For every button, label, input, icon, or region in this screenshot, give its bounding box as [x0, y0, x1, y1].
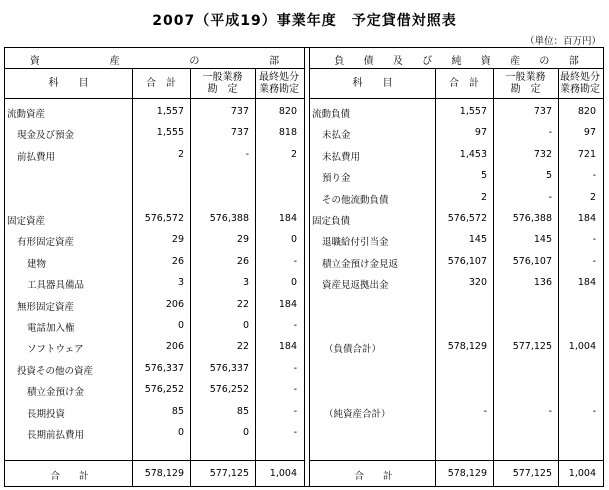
row-value-final: 820: [278, 106, 297, 117]
row-value-total: 5: [480, 170, 487, 182]
table-row: [310, 315, 603, 336]
row-value-general: 5: [545, 170, 552, 182]
row-value-final: -: [293, 362, 297, 374]
row-value-total: 1,453: [459, 148, 487, 160]
table-row: [310, 144, 603, 165]
row-value-total: 29: [171, 234, 184, 246]
table-row: [5, 401, 304, 422]
section-header-char: 産: [510, 56, 521, 67]
row-value-general: 0: [242, 427, 249, 438]
total-value-total: 578,129: [144, 468, 184, 479]
row-value-total: 206: [165, 341, 184, 353]
unit-label: （単位：百万円）: [524, 36, 601, 47]
row-value-general: 732: [533, 148, 552, 160]
liabilities-net-assets-section: [309, 48, 603, 486]
table-row: [5, 187, 304, 208]
row-label: 退職給付引当金: [322, 237, 389, 249]
table-row: [5, 379, 304, 400]
table-row: [5, 358, 304, 379]
row-value-total: 576,337: [144, 362, 184, 374]
table-row: [5, 294, 304, 315]
left-total-row: [5, 460, 304, 486]
row-label: （負債合計）: [324, 344, 382, 356]
row-value-general: 145: [533, 234, 552, 246]
row-value-final: -: [592, 405, 596, 417]
row-value-total: 2: [480, 191, 487, 203]
row-value-total: 97: [474, 127, 487, 139]
row-value-total: 2: [177, 148, 184, 160]
row-value-final: 818: [278, 127, 297, 139]
table-row: [5, 208, 304, 229]
section-header-char: 部: [568, 56, 579, 67]
row-value-general: 22: [236, 298, 249, 310]
table-row: [5, 251, 304, 272]
row-value-final: 0: [290, 234, 297, 246]
assets-section: [5, 48, 305, 486]
table-row: [310, 358, 603, 379]
table-row: [310, 122, 603, 143]
total-value-general: 577,125: [209, 468, 249, 479]
row-value-final: 721: [577, 148, 596, 160]
column-header-item: 科 目: [48, 77, 89, 89]
row-value-general: 577,125: [512, 341, 552, 353]
row-label: 無形固定資産: [17, 301, 75, 313]
column-header-final: 最終処分 業務勘定: [259, 71, 299, 95]
row-value-final: 184: [278, 213, 297, 224]
row-value-final: -: [592, 170, 596, 182]
table-row: [5, 101, 304, 122]
table-row: [5, 122, 304, 143]
row-value-general: -: [548, 191, 552, 203]
right-section-header: [310, 48, 603, 69]
row-label: 積立金預け金見返: [322, 258, 399, 270]
section-header-char: 負: [334, 56, 345, 67]
total-label: 合 計: [50, 471, 89, 482]
row-label: 現金及び預金: [17, 130, 75, 142]
row-value-final: 184: [577, 277, 596, 289]
row-value-final: 820: [577, 106, 596, 117]
table-row: [310, 294, 603, 315]
section-header-char: 純: [451, 56, 462, 67]
column-header-total: 合 計: [146, 77, 176, 89]
total-value-total: 578,129: [447, 468, 487, 479]
row-value-final: 184: [278, 298, 297, 310]
row-label: 預り金: [322, 173, 351, 185]
row-value-total: 206: [165, 298, 184, 310]
row-value-total: 320: [468, 277, 487, 289]
right-total-row: [310, 460, 603, 486]
row-value-general: 576,337: [209, 362, 249, 374]
row-value-final: -: [293, 405, 297, 417]
row-label: 長期投資: [27, 408, 66, 420]
row-value-total: 576,572: [447, 213, 487, 224]
total-label: 合 計: [354, 471, 393, 482]
row-label: 工具器具備品: [27, 280, 85, 292]
table-row: [310, 251, 603, 272]
row-value-general: 737: [230, 127, 249, 139]
table-row: [5, 336, 304, 357]
row-value-general: 22: [236, 341, 249, 353]
table-row: [310, 336, 603, 357]
column-header-item: 科 目: [352, 77, 393, 89]
left-table-body: [5, 99, 304, 464]
left-section-header: [5, 48, 304, 69]
row-value-total: 1,557: [459, 106, 487, 117]
row-value-total: 26: [171, 255, 184, 267]
table-row: [5, 315, 304, 336]
table-row: [310, 208, 603, 229]
row-value-final: 1,004: [568, 341, 596, 353]
row-value-general: 737: [230, 106, 249, 117]
table-row: [5, 229, 304, 250]
row-label: 長期前払費用: [27, 430, 85, 441]
row-value-final: -: [293, 255, 297, 267]
total-value-final: 1,004: [269, 468, 297, 479]
table-row: [5, 422, 304, 443]
row-value-general: -: [548, 405, 552, 417]
table-row: [310, 272, 603, 293]
row-value-final: 0: [290, 277, 297, 289]
row-value-general: 576,388: [209, 213, 249, 224]
row-label: 投資その他の資産: [17, 365, 94, 377]
row-label: 積立金預け金: [27, 387, 85, 399]
row-label: 固定資産: [7, 216, 46, 227]
row-value-total: 85: [171, 405, 184, 417]
row-value-general: 737: [533, 106, 552, 117]
balance-sheet-table: [4, 47, 604, 487]
row-value-final: -: [293, 427, 297, 438]
row-label: 固定負債: [312, 216, 351, 227]
table-row: [310, 422, 603, 443]
row-label: 流動資産: [7, 109, 46, 120]
table-row: [310, 165, 603, 186]
row-value-general: 29: [236, 234, 249, 246]
column-header-total: 合 計: [449, 77, 479, 89]
table-row: [310, 229, 603, 250]
right-column-header: [310, 69, 603, 99]
row-value-total: 3: [177, 277, 184, 289]
section-header-char: 資: [480, 56, 491, 67]
row-value-general: 0: [242, 320, 249, 331]
row-label: 流動負債: [312, 109, 351, 120]
row-label: 有形固定資産: [17, 237, 75, 249]
row-label: 電話加入権: [27, 323, 75, 334]
row-value-total: 1,557: [156, 106, 184, 117]
total-value-general: 577,125: [512, 468, 552, 479]
row-value-final: 2: [589, 191, 596, 203]
row-value-total: 576,572: [144, 213, 184, 224]
table-row: [5, 165, 304, 186]
row-value-final: 184: [278, 341, 297, 353]
row-value-final: -: [293, 320, 297, 331]
row-label: ソフトウェア: [27, 344, 84, 356]
table-row: [310, 379, 603, 400]
section-header-char: 資: [29, 56, 40, 67]
column-header-general: 一般業務 勘 定: [202, 71, 243, 95]
row-value-total: 576,252: [144, 384, 184, 396]
row-value-total: 0: [177, 427, 184, 438]
document-title: 2007（平成19）事業年度 予定貸借対照表: [152, 13, 457, 29]
section-header-char: 債: [363, 56, 374, 67]
row-value-final: 184: [577, 213, 596, 224]
row-value-total: 576,107: [447, 255, 487, 267]
row-value-final: 97: [583, 127, 596, 139]
row-value-total: 1,555: [156, 127, 184, 139]
row-value-final: -: [592, 234, 596, 246]
table-row: [310, 401, 603, 422]
column-header-general: 一般業務 勘 定: [505, 71, 546, 95]
row-label: 未払金: [322, 130, 351, 142]
section-header-char: の: [189, 56, 200, 67]
row-label: 建物: [27, 258, 47, 270]
table-row: [5, 272, 304, 293]
section-header-char: び: [422, 56, 433, 67]
row-label: 資産見返拠出金: [322, 280, 389, 292]
row-value-general: -: [548, 127, 552, 139]
section-header-char: 産: [109, 56, 120, 67]
row-value-final: -: [592, 255, 596, 267]
row-value-general: 3: [242, 277, 249, 289]
left-column-header: [5, 69, 304, 99]
section-header-char: 部: [269, 56, 280, 67]
row-value-general: 26: [236, 255, 249, 267]
total-value-final: 1,004: [568, 468, 596, 479]
table-row: [310, 101, 603, 122]
row-label: 未払費用: [322, 151, 361, 163]
row-value-final: -: [293, 384, 297, 396]
row-label: その他流動負債: [322, 194, 389, 206]
row-value-final: 2: [290, 148, 297, 160]
row-value-general: 576,252: [209, 384, 249, 396]
row-label: （純資産合計）: [324, 408, 391, 420]
row-value-total: 0: [177, 320, 184, 331]
row-value-general: -: [245, 148, 249, 160]
row-value-general: 136: [533, 277, 552, 289]
row-value-general: 85: [236, 405, 249, 417]
section-header-char: の: [539, 56, 550, 67]
table-row: [5, 144, 304, 165]
column-header-final: 最終処分 業務勘定: [560, 71, 600, 95]
section-header-char: 及: [392, 56, 403, 67]
right-table-body: [310, 99, 603, 464]
row-value-total: 145: [468, 234, 487, 246]
row-value-total: -: [483, 405, 487, 417]
row-label: 前払費用: [17, 151, 56, 163]
row-value-general: 576,107: [512, 255, 552, 267]
row-value-general: 576,388: [512, 213, 552, 224]
row-value-total: 578,129: [447, 341, 487, 353]
table-row: [310, 187, 603, 208]
